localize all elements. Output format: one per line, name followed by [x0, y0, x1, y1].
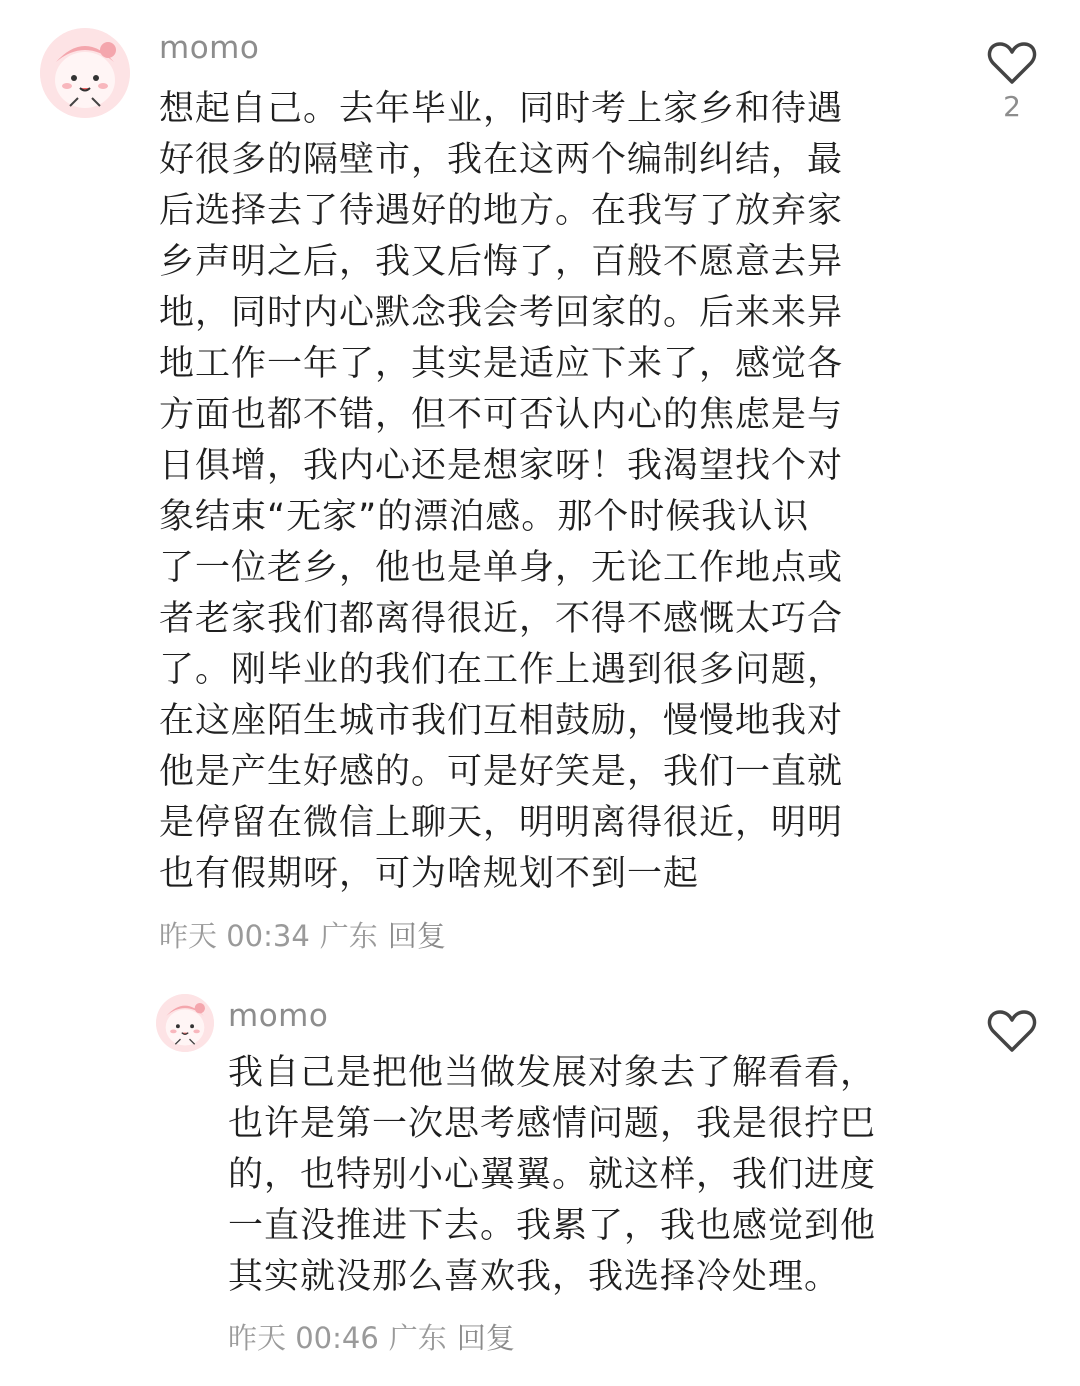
heart-outline-icon	[987, 1008, 1037, 1054]
avatar[interactable]	[40, 28, 130, 118]
comment-text-line: 也有假期呀，可为啥规划不到一起	[159, 854, 700, 894]
comment-location: 广东	[319, 919, 378, 953]
comment-text-line: 了一位老乡，他也是单身，无论工作地点或	[159, 548, 844, 588]
comment-text	[159, 84, 843, 900]
comment-text-line: 了。刚毕业的我们在工作上遇到很多问题，	[159, 650, 844, 690]
comment-text-line: 地，同时内心默念我会考回家的。后来来异	[159, 293, 844, 333]
comment-text-line: 我自己是把他当做发展对象去了解看看，	[228, 1053, 877, 1093]
reply-button[interactable]: 回复	[456, 1321, 515, 1355]
comment-text	[228, 1048, 876, 1303]
comment-meta	[228, 1316, 515, 1357]
comment-text-line: 好很多的隔壁市，我在这两个编制纠结，最	[159, 140, 844, 180]
comment-text-line: 后选择去了待遇好的地方。在我写了放弃家	[159, 191, 844, 231]
comment-text-line: 象结束“无家”的漂泊感。那个时候我认识	[159, 497, 810, 537]
comment-time: 昨天 00:34	[159, 919, 310, 953]
comment-username[interactable]: momo	[228, 998, 329, 1034]
heart-outline-icon	[987, 40, 1037, 86]
comment-text-line: 想起自己。去年毕业，同时考上家乡和待遇	[159, 89, 844, 129]
reply-button[interactable]: 回复	[387, 919, 446, 953]
comment-text-line: 他是产生好感的。可是好笑是，我们一直就	[159, 752, 844, 792]
comment-text-line: 乡声明之后，我又后悔了，百般不愿意去异	[159, 242, 844, 282]
like-button[interactable]	[982, 40, 1042, 123]
avatar-icon	[40, 28, 130, 118]
comment-text-line: 日俱增，我内心还是想家呀！我渴望找个对	[159, 446, 844, 486]
like-count: 2	[1003, 90, 1021, 123]
comment-text-line: 地工作一年了，其实是适应下来了，感觉各	[159, 344, 844, 384]
comment-text-line: 的，也特别小心翼翼。就这样，我们进度	[228, 1155, 877, 1195]
comment-text-line: 者老家我们都离得很近，不得不感慨太巧合	[159, 599, 844, 639]
like-button[interactable]	[982, 1008, 1042, 1054]
comment-time: 昨天 00:46	[228, 1321, 379, 1355]
comment-text-line: 在这座陌生城市我们互相鼓励，慢慢地我对	[159, 701, 844, 741]
comment-location: 广东	[388, 1321, 447, 1355]
comment-text-line: 方面也都不错，但不可否认内心的焦虑是与	[159, 395, 844, 435]
comment-username[interactable]: momo	[159, 30, 260, 66]
comment-meta	[159, 914, 446, 955]
comment-text-line: 一直没推进下去。我累了，我也感觉到他	[228, 1206, 877, 1246]
avatar[interactable]	[156, 994, 214, 1052]
avatar-icon	[156, 994, 214, 1052]
comment-text-line: 是停留在微信上聊天，明明离得很近，明明	[159, 803, 844, 843]
comment-text-line: 其实就没那么喜欢我，我选择冷处理。	[228, 1257, 841, 1297]
comment-text-line: 也许是第一次思考感情问题，我是很拧巴	[228, 1104, 877, 1144]
